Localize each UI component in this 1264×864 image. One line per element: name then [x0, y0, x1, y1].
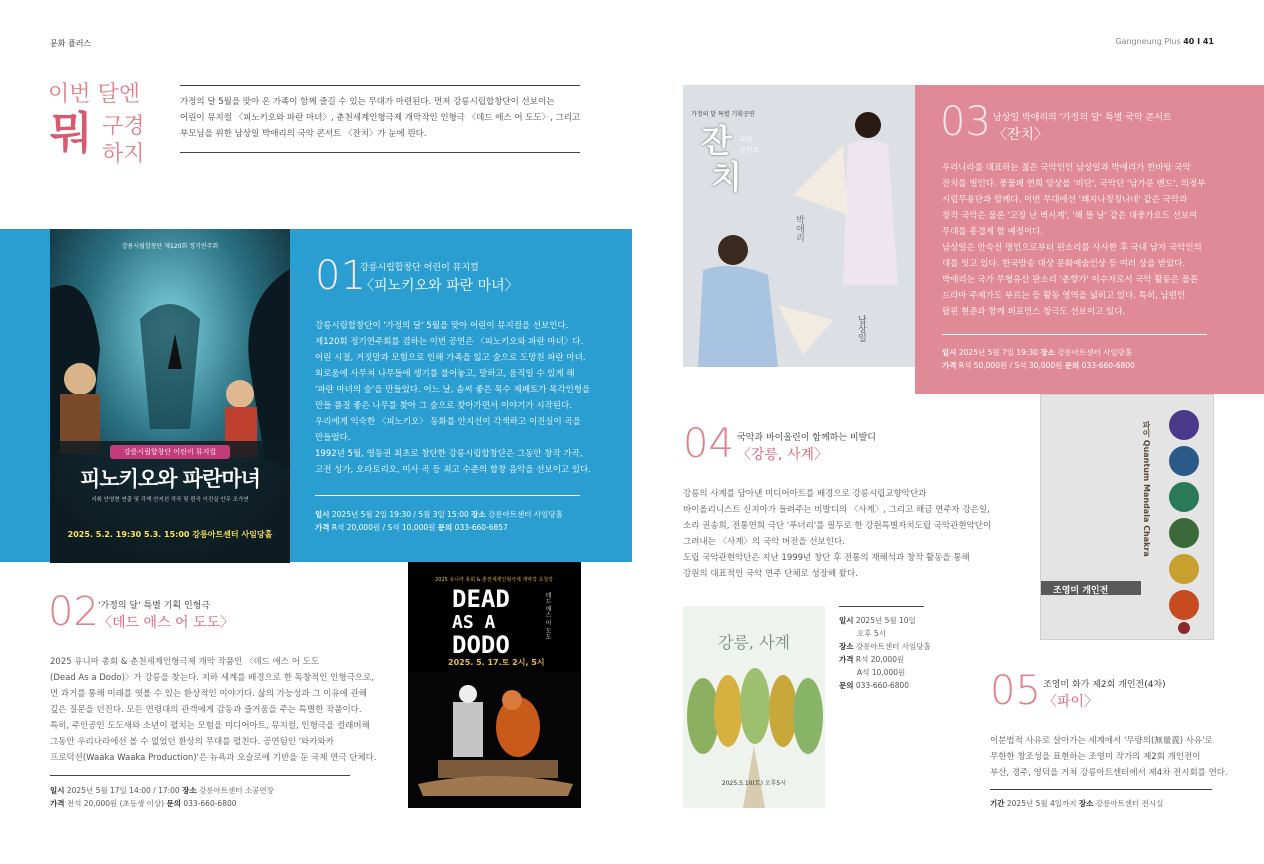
event-02-info: 일시 2025년 5월 17일 14:00 / 17:00 장소 강릉아트센터 소공연장 가격 전석 20,000원 (초등생 이상) 문의 033-660-6800: [50, 786, 274, 808]
seasons-poster-title: 강릉, 사계: [718, 633, 790, 652]
janchi-poster-top: 가정의 달 특별 기획공연: [691, 111, 755, 118]
pinocchio-poster-art: [50, 229, 290, 563]
dodo-poster-side: 데드 애스 어 도도: [544, 592, 551, 640]
event-02-rule: [50, 775, 350, 776]
event-03-rule: [942, 334, 1207, 335]
dodo-poster-art: [408, 672, 581, 808]
event-02-title: 〈데드 애스 어 도도〉: [98, 615, 235, 631]
event-02-body: 2025 유니마 총회 & 춘천세계인형극제 개막 작품인 〈데드 애스 어 도도 (Dead As a Dodo)〉가 강릉을 찾는다. 지하 세계를 배경으로 한 독창적인 인형극으로, 먼 과거를 통해 미래를 엿볼 수 있는 환상적인 이야기다. 삶의 가능성과 그 이유에 관해 깊은 질문을 던진다. 모든 연령대의 관객에게 감동과 즐거움을 주는 특별한 작품이다. 특히, 주인공인 도도새와 소년이 펼치는 모험을 미디어아트, 뮤지컬, 인형극을 컬래버해 그동안 우리나라에선 볼 수 없었던 환상의 무대를 펼친다. 공연팀인 '와카와카 프로덕션(Waaka Waaka Production)'은 뉴욕과 오슬로에 기반을 둔 국제 연극 단체다.: [50, 657, 377, 763]
pinocchio-poster-title: 피노키오와 파란마녀: [80, 467, 260, 491]
event-05-body: 이분법적 사유로 살아가는 세계에서 '무량의(無量義) 사유'로 무한한 창조성을 표현하는 조영미 작가의 제2회 개인전이 부산, 경주, 영덕을 거쳐 강릉아트센터에서 제4차 전시회를 연다.: [990, 736, 1228, 778]
pinocchio-poster: [50, 229, 290, 563]
janchi-poster-title: 잔 치: [701, 122, 742, 196]
intro-heading-line1: 이번 달엔: [48, 82, 141, 107]
section-label: 문화 플러스: [50, 39, 92, 48]
mandala-poster-label: 조영미 개인전: [1053, 586, 1109, 596]
janchi-poster-name2: 남상일: [856, 315, 866, 342]
dodo-poster-date: 2025. 5. 17.토 2시, 5시: [448, 658, 545, 667]
event-05-subtitle: 조영미 화가 제2회 개인전(4차): [1043, 680, 1166, 690]
intro-rule-top: [180, 85, 580, 86]
event-05-info: 기간 2025년 5월 4일까지 장소 강릉아트센터 전시실: [990, 799, 1164, 808]
event-01-number: 01: [315, 253, 366, 299]
event-03-info: 일시 2025년 5월 7일 19:30 장소 강릉아트센터 사임당홀 가격 R석 50,000원 / S석 30,000원 문의 033-660-6800: [942, 348, 1135, 370]
intro-rule-bottom: [180, 152, 580, 153]
janchi-poster-subtitle: 국악 콘서트: [739, 136, 760, 154]
event-05-number: 05: [990, 668, 1041, 714]
pinocchio-poster-date: 2025. 5.2. 19:30 5.3. 15:00 강릉아트센터 사임당홀: [67, 530, 273, 539]
intro-heading-line2: 구경: [102, 114, 145, 139]
event-04-body: 강릉의 사계를 담아낸 미디어아트를 배경으로 강릉시립교향악단과 바이올리니스트 신지아가 들려주는 비발디의 〈사계〉, 그리고 해금 연주자 강은일, 소리 권송희, 전통연희 극단 '푸너리'를 필두로 한 강원특별자치도립 국악관현악단이 그려내는 〈사계〉의 국악 버전을 선보인다. 도립 국악관현악단은 지난 1999년 창단 후 전통의 재해석과 창작 활동을 통해 강원의 대표적인 국악 연주 단체로 성장해 왔다.: [683, 489, 992, 579]
mandala-poster-art: [1159, 403, 1209, 635]
event-04-title: 〈강릉, 사계〉: [737, 447, 828, 463]
pinocchio-poster-credits: 지휘 안영현 연출 및 각색 안지선 작곡 및 편곡 이진실 안무 조가연: [91, 497, 249, 503]
pinocchio-poster-top: 강릉시립합창단 제120회 정기연주회: [121, 243, 219, 250]
dodo-poster-top: 2025 유니마 총회 & 춘천세계인형극제 개막작 초청작: [435, 577, 553, 583]
event-03-title: 〈잔치〉: [993, 127, 1049, 143]
event-02-number: 02: [48, 589, 99, 635]
seasons-poster-date: 2025.5.10(토) 오후5시: [721, 780, 787, 787]
janchi-poster: [683, 85, 915, 367]
event-04-subtitle: 국악과 바이올린이 함께하는 비발디: [737, 433, 876, 443]
event-01-info: 일시 2025년 5월 2일 19:30 / 5월 3일 15:00 장소 강릉아트센터 사임당홀 가격 R석 20,000원 / S석 10,000원 문의 033-660-6857: [315, 510, 563, 532]
brand-name: Gangneung Plus: [1115, 37, 1181, 46]
event-01-title: 〈피노키오와 파란 마녀〉: [360, 278, 519, 294]
event-05-rule: [990, 789, 1212, 790]
event-03-subtitle: 남상일 박애리의 '가정의 달' 특별 국악 콘서트: [993, 113, 1172, 123]
intro-heading-line3: 하지: [102, 142, 145, 167]
event-02-subtitle: '가정의 달' 특별 기획 인형극: [98, 601, 211, 611]
event-01-subtitle: 강릉시립합창단 어린이 뮤지컬: [360, 263, 479, 273]
pinocchio-poster-banner: 강릉시립합창단 어린이 뮤지컬: [110, 445, 230, 459]
intro-text: 가정의 달 5월을 맞아 온 가족이 함께 즐길 수 있는 무대가 마련된다. 먼저 강릉시립합창단이 선보이는 어린이 뮤지컬 〈피노키오와 파란 마녀〉, 춘천세계인형극제 개막작인 인형극 〈데드 애스 어 도도〉, 그리고 부모님을 위한 남상일 박애리의 국악 콘서트 〈잔치〉가 눈에 띈다.: [180, 97, 581, 139]
janchi-poster-name1: 박애리: [794, 215, 804, 242]
seasons-poster: [683, 606, 825, 808]
intro-heading-big: 뭐: [50, 108, 93, 159]
event-01-body: 강릉시립합창단이 '가정의 달' 5월을 맞아 어린이 뮤지컬을 선보인다. 제120회 정기연주회를 겸하는 이번 공연은 〈피노키오와 파란 마녀〉다. 어린 시절, 거짓말과 모험으로 인해 가족을 잃고 숲으로 도망친 파란 마녀. 외로움에 사무쳐 나무들에 생기를 불어놓고, 말하고, 움직일 수 있게 해 '파란 마녀의 숲'을 만들었다. 어느 날, 솜씨 좋은 목수 제페토가 목각인형을 만들 품질 좋은 나무를 찾아 그 숲으로 찾아가면서 이야기가 시작된다. 우리에게 익숙한 〈피노키오〉 동화를 안지선이 각색하고 이진실이 곡을 만들었다. 1992년 5월, 영동권 최초로 창단한 강릉시립합창단은 그동안 창작 가곡, 고전 성가, 오라토리오, 미사 곡 등 최고 수준의 합창 음악을 선보이고 있다.: [315, 321, 591, 475]
event-05-title: 〈파이〉: [1043, 694, 1099, 710]
page-header-right: [1115, 37, 1214, 46]
event-04-info: 일시 2025년 5월 10일 오후 5시 장소 강릉아트센터 사임당홀 가격 R석 20,000원 A석 10,000원 문의 033-660-6800: [839, 616, 931, 690]
mandala-poster: [1040, 394, 1214, 640]
event-04-number: 04: [683, 421, 734, 467]
dodo-poster-title: DEAD AS A DODO: [452, 585, 510, 659]
event-04-rule: [839, 606, 924, 607]
dodo-poster: [408, 562, 581, 808]
page-numbers: 40 I 41: [1183, 37, 1214, 46]
event-01-rule: [315, 495, 580, 496]
mandala-poster-vertical: 파이 Quantum Mandala Chakra: [1142, 421, 1151, 557]
event-03-number: 03: [940, 99, 991, 145]
event-03-body: 우리나라를 대표하는 젊은 국악인인 남상일과 박애리가 한바탕 국악 잔치를 벌인다. 풍물패 연희 앙상블 '비단', 국악단 '남가문 밴드', 의정부 시립무용단과 함께다. 이번 무대에선 '꽤지나칭칭나네' 같은 국악과 창작 국악은 물론 '고장 난 벽시계', '해 뜰 날' 같은 대중가요도 선보여 무대를 흥겹게 할 예정이다. 남상일은 안숙선 명인으로부터 판소리를 사사한 후 국내 남자 국악인의 대를 잇고 있다. 한국방송 대상 문화예술인상 등 여러 상을 받았다. 박애리는 국가 무형유산 판소리 '춘향가' 이수자로서 국악 활동은 물론 드라마 주제가도 부르는 등 활동 영역을 넓히고 있다. 특히, 남편인 팝핀 현준과 함께 퍼포먼스 창극도 선보이고 있다.: [942, 163, 1206, 317]
